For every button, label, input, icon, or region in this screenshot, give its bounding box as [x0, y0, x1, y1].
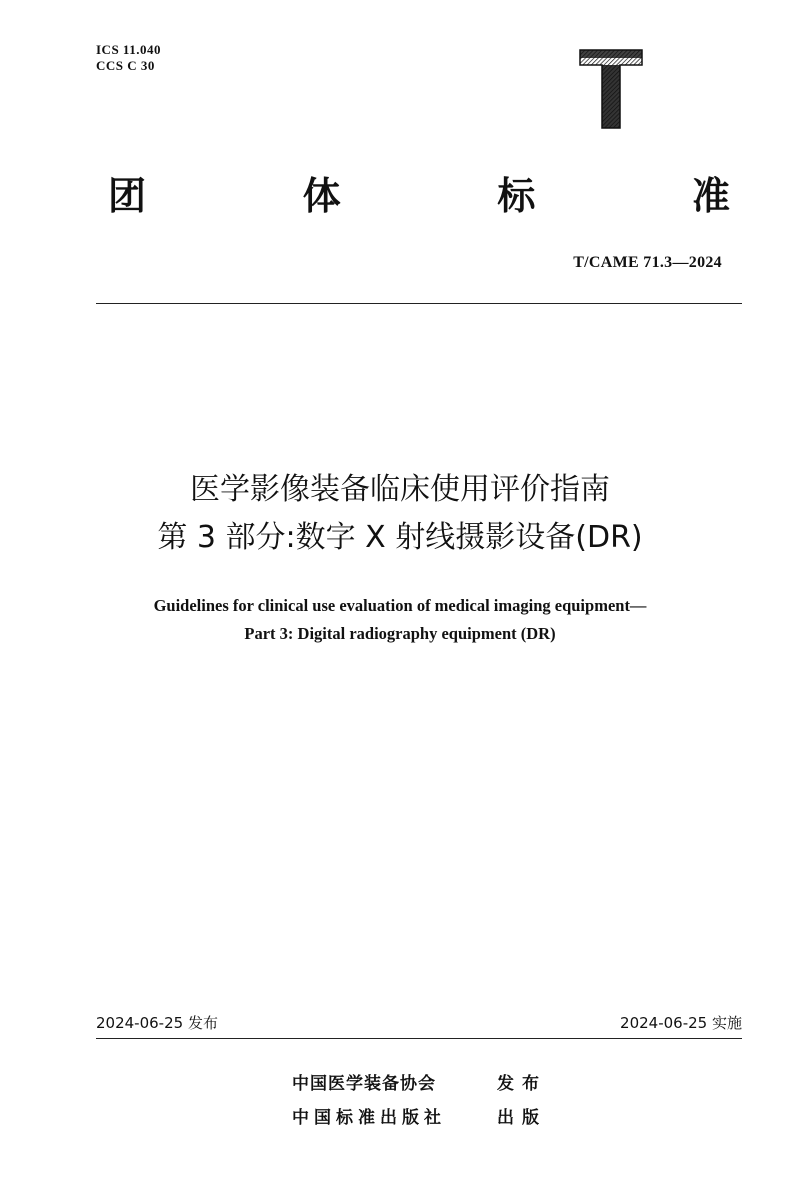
bottom-divider [96, 1038, 742, 1039]
issuer-row [292, 1064, 547, 1098]
standard-number: T/CAME 71.3—2024 [573, 254, 722, 271]
t-standard-logo [578, 48, 644, 130]
issuer-org: 中国医学装备协会 [292, 1073, 436, 1094]
ccs-code: CCS C 30 [96, 58, 155, 73]
standard-type-char: 团 [108, 174, 147, 218]
chinese-title-line1: 医学影像装备临床使用评价指南 [190, 472, 610, 507]
ics-code: ICS 11.040 [96, 42, 161, 57]
publisher-block [292, 1064, 547, 1132]
english-title-line2: Part 3: Digital radiography equipment (DR) [244, 624, 556, 643]
chinese-title [0, 466, 800, 562]
english-title-line1: Guidelines for clinical use evaluation of medical imaging equipment— [153, 596, 647, 615]
english-title [0, 592, 800, 648]
press-row [292, 1098, 547, 1132]
issue-date: 2024-06-25 发布 [96, 1014, 218, 1032]
implementation-date: 2024-06-25 实施 [620, 1014, 742, 1032]
standard-type-char: 准 [691, 174, 730, 218]
standard-type-heading [108, 172, 730, 220]
classification-codes [96, 42, 161, 74]
press-org: 中国标准出版社 [292, 1107, 446, 1128]
chinese-title-line2: 第 3 部分:数字 X 射线摄影设备(DR) [157, 520, 643, 555]
press-role: 出版 [497, 1107, 547, 1128]
top-divider [96, 303, 742, 304]
standard-type-char: 体 [302, 174, 341, 218]
standard-type-char: 标 [497, 174, 536, 218]
issuer-role: 发布 [497, 1073, 547, 1094]
